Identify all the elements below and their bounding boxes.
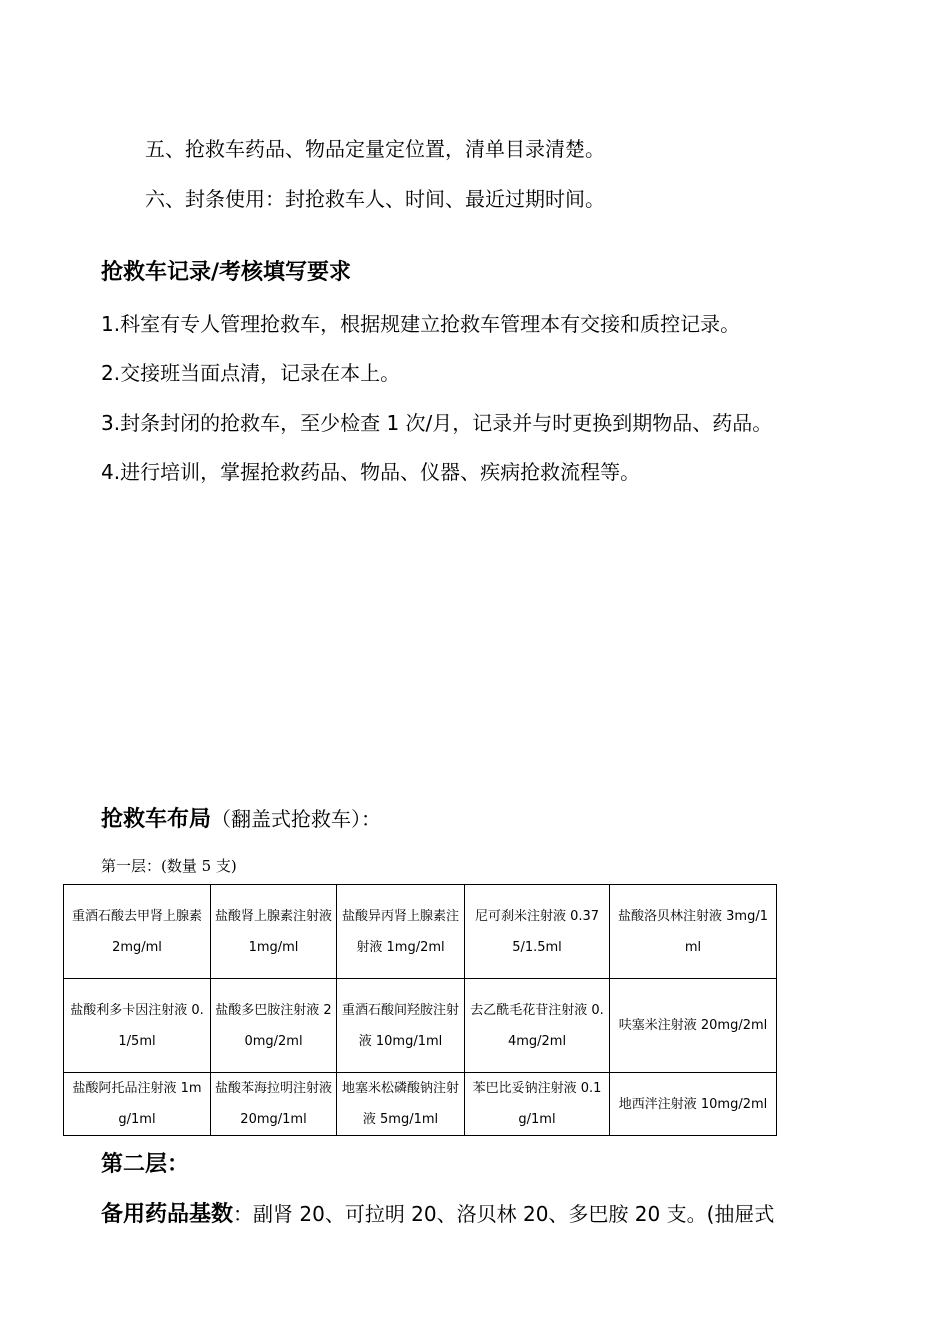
layout-section-title: 抢救车布局 xyxy=(101,807,212,832)
layer2-label: 第二层： xyxy=(101,1152,190,1177)
table-cell: 地西泮注射液 10mg/2ml xyxy=(610,1073,777,1136)
reserve-line xyxy=(101,1199,774,1230)
record-item-1: 1.科室有专人管理抢救车，根据规建立抢救车管理本有交接和质控记录。 xyxy=(101,312,741,336)
record-item-4: 4.进行培训，掌握抢救药品、物品、仪器、疾病抢救流程等。 xyxy=(101,460,641,484)
record-item-2: 2.交接班当面点清，记录在本上。 xyxy=(101,361,401,385)
table-cell: 地塞米松磷酸钠注射液 5mg/1ml xyxy=(337,1073,465,1136)
table-row xyxy=(64,979,777,1073)
table-cell: 盐酸肾上腺素注射液 1mg/ml xyxy=(211,885,337,979)
table-cell: 盐酸阿托品注射液 1mg/1ml xyxy=(64,1073,211,1136)
layout-section-heading xyxy=(101,804,381,835)
table-cell: 盐酸利多卡因注射液 0.1/5ml xyxy=(64,979,211,1073)
table-row xyxy=(64,1073,777,1136)
reserve-label: 备用药品基数 xyxy=(101,1202,234,1227)
reserve-text: ：副肾 20、可拉明 20、洛贝林 20、多巴胺 20 支。(抽屉式 xyxy=(233,1202,775,1226)
table-cell: 重酒石酸去甲肾上腺素 2mg/ml xyxy=(64,885,211,979)
table-cell: 呋塞米注射液 20mg/2ml xyxy=(610,979,777,1073)
table-row xyxy=(64,885,777,979)
table-cell: 尼可刹米注射液 0.375/1.5ml xyxy=(465,885,610,979)
table-cell: 盐酸异丙肾上腺素注射液 1mg/2ml xyxy=(337,885,465,979)
table-cell: 盐酸洛贝林注射液 3mg/1ml xyxy=(610,885,777,979)
table-cell: 重酒石酸间羟胺注射液 10mg/1ml xyxy=(337,979,465,1073)
table-cell: 苯巴比妥钠注射液 0.1g/1ml xyxy=(465,1073,610,1136)
layer1-label: 第一层：(数量 5 支) xyxy=(101,857,237,875)
table-cell: 盐酸苯海拉明注射液 20mg/1ml xyxy=(211,1073,337,1136)
table-cell: 盐酸多巴胺注射液 20mg/2ml xyxy=(211,979,337,1073)
layout-section-subtitle: （翻盖式抢救车）： xyxy=(211,807,382,831)
record-section-title: 抢救车记录/考核填写要求 xyxy=(101,260,352,285)
rule-6: 六、封条使用：封抢救车人、时间、最近过期时间。 xyxy=(145,187,605,211)
table-cell: 去乙酰毛花苷注射液 0.4mg/2ml xyxy=(465,979,610,1073)
rule-5: 五、抢救车药品、物品定量定位置，清单目录清楚。 xyxy=(145,137,605,161)
record-item-3: 3.封条封闭的抢救车，至少检查 1 次/月，记录并与时更换到期物品、药品。 xyxy=(101,411,773,435)
drug-layout-table xyxy=(63,884,777,1136)
